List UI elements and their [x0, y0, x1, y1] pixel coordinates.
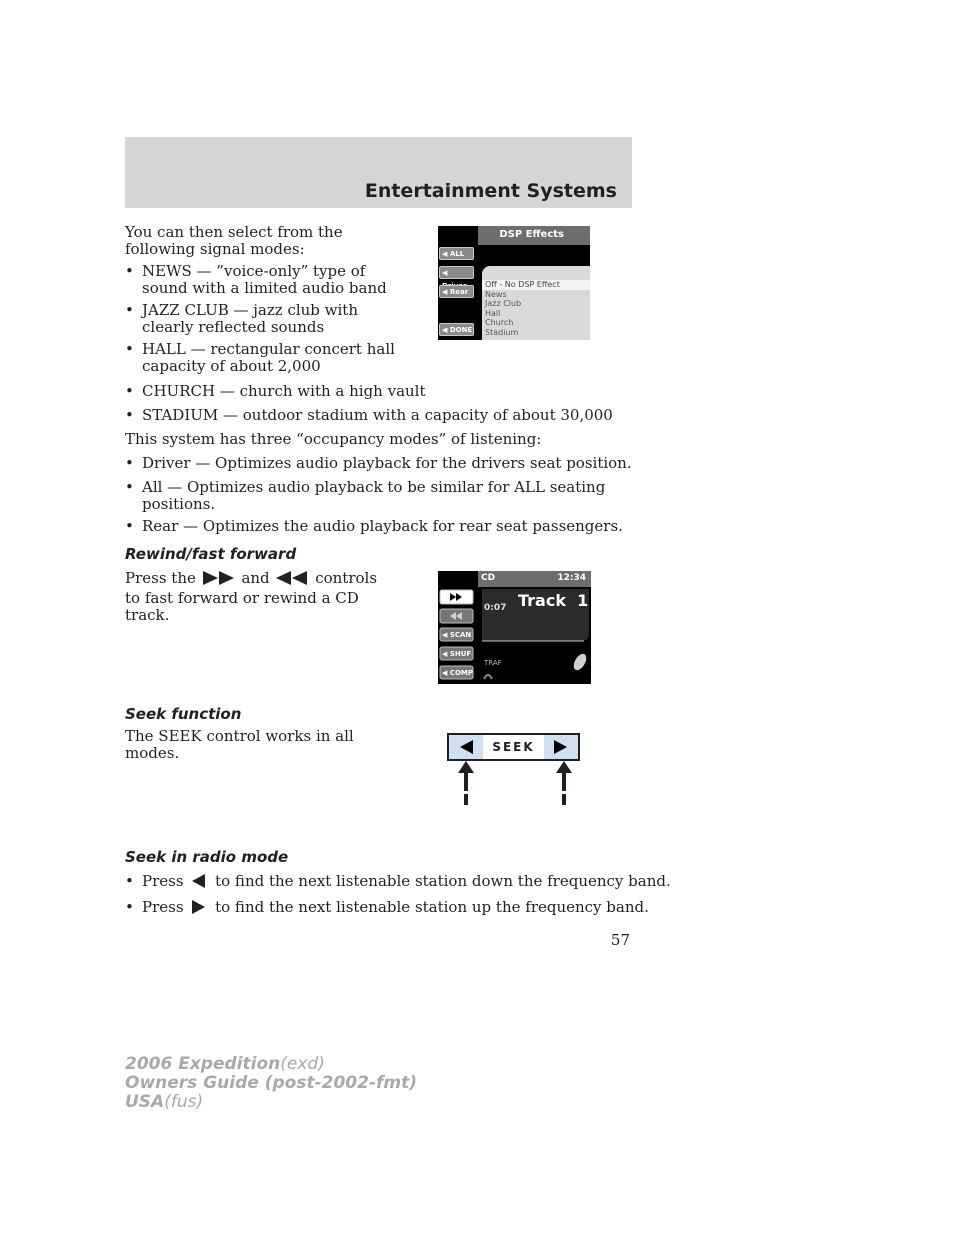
list-item: • Press to find the next listenable station down the frequency band.: [125, 872, 671, 890]
list-item: Church: [485, 318, 514, 328]
dsp-effect-list: [482, 266, 590, 340]
seek-text: The SEEK control works in all modes.: [125, 727, 354, 762]
cd-button-scan: ◀ SCAN: [442, 631, 472, 639]
list-item: • JAZZ CLUB — jazz club with clearly reflected sounds: [125, 301, 358, 336]
cd-screen: [438, 571, 591, 684]
rewind-text: Press the and controls to fast forward or rewind a CD track.: [125, 569, 378, 624]
page-number: 57: [610, 931, 630, 949]
list-item: Jazz Club: [485, 299, 522, 309]
dsp-button-driver: ◀: [439, 266, 474, 279]
cd-button-shuf: ◀ SHUF: [442, 650, 472, 658]
section-title: Entertainment Systems: [364, 180, 617, 202]
list-item: • NEWS — ”voice-only” type of sound with a limited audio band: [125, 262, 387, 297]
intro-text: [125, 224, 343, 258]
list-item: Off - No DSP Effect: [482, 280, 590, 290]
rewind-heading: Rewind/fast forward: [125, 545, 297, 563]
pointer-arrows: [447, 761, 580, 805]
list-item: • HALL — rectangular concert hall capacity of about 2,000: [125, 340, 395, 375]
occupancy-intro: This system has three “occupancy modes” of listening:: [125, 430, 542, 448]
intro-line-2: following signal modes:: [125, 240, 305, 258]
list-item: • All — Optimizes audio playback to be similar for ALL seating positions.: [125, 478, 606, 513]
dsp-button-all: ◀ ALL: [439, 247, 474, 260]
seek-radio-heading: Seek in radio mode: [125, 848, 289, 866]
dsp-button-rear: ◀ Rear: [439, 285, 474, 298]
cd-elapsed-time: 0:07: [484, 603, 507, 613]
list-item: Hall: [485, 308, 501, 318]
list-item: • Press to find the next listenable station up the frequency band.: [125, 898, 649, 916]
cd-traf-label: TRAF: [484, 659, 502, 667]
seek-right-icon: [544, 735, 578, 759]
dsp-button-done: ◀ DONE: [439, 323, 474, 336]
footer: 2006 Expedition(exd) Owners Guide (post-2002-fmt) USA(fus): [125, 1054, 418, 1112]
seek-control-diagram: [447, 733, 580, 761]
cd-status-bar: CD 12:34: [478, 571, 591, 587]
cd-track-label: Track 1: [518, 591, 589, 610]
seek-left-icon: [449, 735, 483, 759]
cd-button-comp: ◀ COMP: [442, 669, 474, 677]
rewind-icon: [274, 570, 310, 586]
list-item: • Rear — Optimizes the audio playback for rear seat passengers.: [125, 517, 623, 535]
seek-down-icon: [188, 873, 210, 889]
list-item: Stadium: [485, 327, 519, 337]
dsp-title: DSP Effects: [478, 226, 590, 245]
list-item: News: [485, 289, 507, 299]
cd-screen-graphics: [438, 571, 591, 684]
list-item: • Driver — Optimizes audio playback for the drivers seat position.: [125, 454, 632, 472]
fast-forward-icon: [201, 570, 237, 586]
seek-down-button: [449, 735, 483, 759]
seek-up-icon: [188, 899, 210, 915]
list-item: • STADIUM — outdoor stadium with a capacity of about 30,000: [125, 406, 613, 424]
list-item: • CHURCH — church with a high vault: [125, 382, 426, 400]
seek-up-button: [544, 735, 578, 759]
dsp-effects-screen: [438, 226, 590, 340]
seek-label: SEEK: [492, 740, 535, 754]
intro-line-1: You can then select from the: [125, 223, 343, 241]
seek-heading: Seek function: [125, 705, 242, 723]
